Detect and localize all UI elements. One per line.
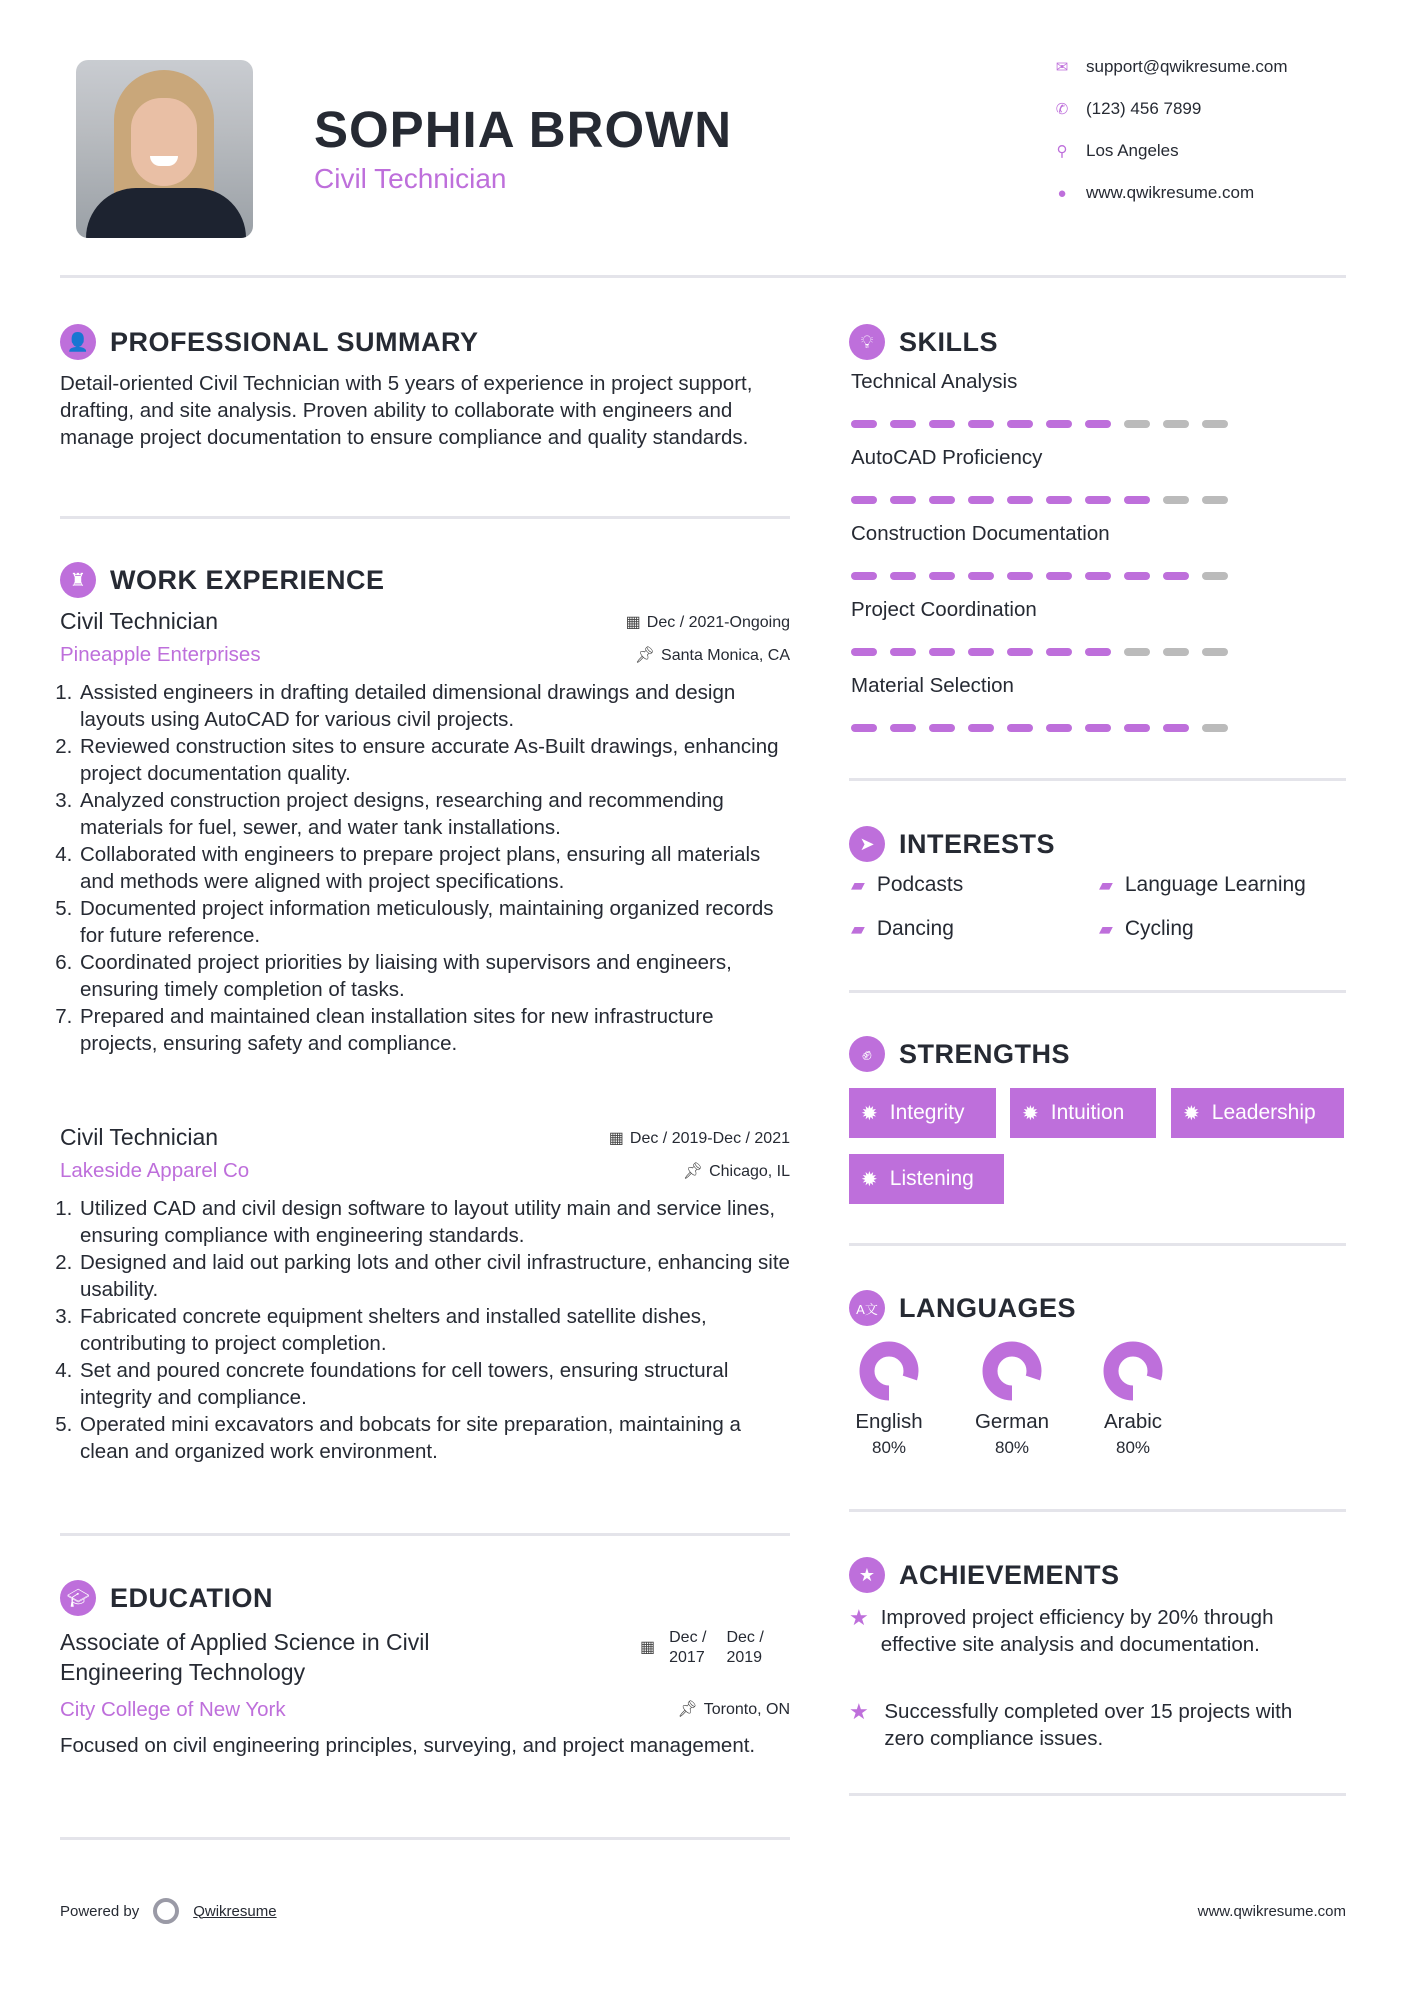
job-bullets	[60, 1195, 790, 1465]
skill-name: AutoCAD Proficiency	[851, 446, 1043, 469]
list-item: 1. Assisted engineers in drafting detailed dimensional drawings and design layouts using AutoCAD for various civil projects.	[78, 679, 790, 733]
skill-dash-empty	[1163, 648, 1189, 656]
education-heading	[60, 1580, 273, 1616]
job-title: Civil Technician	[60, 608, 219, 634]
skill-name: Technical Analysis	[851, 370, 1018, 393]
list-item: 3. Analyzed construction project designs, researching and recommending materials for fuel, sewer, and water tank installations.	[78, 787, 790, 841]
language-percent: 80%	[871, 1438, 907, 1457]
skill-dash-filled	[851, 648, 877, 656]
skill-dash-filled	[1124, 724, 1150, 732]
contact-text: www.qwikresume.com	[1086, 183, 1255, 202]
skill-dash-filled	[851, 572, 877, 580]
paper-plane-icon: ➤	[849, 826, 885, 862]
skill-dash-filled	[1007, 420, 1033, 428]
job-company: Pineapple Enterprises	[60, 643, 261, 666]
skill-dash-empty	[1202, 420, 1228, 428]
job-title: Civil Technician	[60, 1124, 219, 1150]
translate-icon: A文	[849, 1290, 885, 1326]
strength-label: Leadership	[1211, 1101, 1316, 1124]
skill-dash-filled	[890, 420, 916, 428]
section-title: SKILLS	[899, 326, 999, 357]
contact-text: Los Angeles	[1086, 141, 1179, 160]
strength-badge	[849, 1088, 996, 1138]
contact-location	[1052, 141, 1179, 161]
skill-dash-filled	[1046, 420, 1072, 428]
section-title: ACHIEVEMENTS	[899, 1559, 1120, 1590]
interest-item	[1099, 917, 1194, 941]
skill-dash-filled	[1007, 572, 1033, 580]
experience-heading	[60, 562, 385, 598]
degree-line: Engineering Technology	[60, 1659, 306, 1685]
interest-label: Dancing	[876, 917, 954, 940]
footer-website[interactable]: www.qwikresume.com	[1197, 1903, 1346, 1920]
skill-dash-filled	[851, 496, 877, 504]
languages-heading	[849, 1290, 1076, 1326]
badge-icon: ✹	[861, 1168, 878, 1191]
skill-dash-filled	[929, 496, 955, 504]
achievement-item	[849, 1698, 1319, 1752]
skill-dash-empty	[1202, 572, 1228, 580]
contact-website[interactable]	[1052, 183, 1254, 203]
skill-dash-filled	[929, 724, 955, 732]
list-item: 5. Operated mini excavators and bobcats for site preparation, maintaining a clean and organized work environment.	[78, 1411, 790, 1465]
education-description: Focused on civil engineering principles, surveying, and project management.	[60, 1734, 756, 1757]
contact-phone	[1052, 99, 1201, 119]
strengths-heading	[849, 1036, 1070, 1072]
education-dates	[640, 1628, 764, 1668]
language-donut	[859, 1341, 919, 1401]
list-item: 5. Documented project information meticulously, maintaining organized records for future reference.	[78, 895, 790, 949]
section-title: STRENGTHS	[899, 1038, 1071, 1069]
language-arc	[1111, 1349, 1155, 1393]
skill-dash-filled	[968, 496, 994, 504]
job-entry	[60, 1124, 790, 1465]
skill-level-bar	[851, 648, 1228, 656]
skill-dash-filled	[851, 420, 877, 428]
achievements-heading	[849, 1557, 1120, 1593]
skill-dash-empty	[1202, 724, 1228, 732]
map-pin-icon: ⚲	[1056, 143, 1068, 160]
skill-dash-empty	[1124, 648, 1150, 656]
powered-by-label: Powered by	[60, 1902, 140, 1920]
section-title: LANGUAGES	[899, 1292, 1077, 1323]
candidate-title: Civil Technician	[314, 163, 507, 194]
language-item	[834, 1341, 944, 1458]
skill-dash-filled	[1085, 496, 1111, 504]
skill-dash-filled	[968, 420, 994, 428]
badge-icon: ✹	[1022, 1102, 1039, 1125]
skill-dash-filled	[1046, 648, 1072, 656]
brand-link[interactable]: Qwikresume	[193, 1902, 277, 1920]
interest-label: Podcasts	[876, 873, 964, 896]
contact-text: (123) 456 7899	[1086, 99, 1202, 118]
language-item	[957, 1341, 1067, 1458]
start-month: Dec /	[669, 1629, 707, 1646]
graduate-icon: 🎓︎	[60, 1580, 96, 1616]
calendar-icon: ▦	[625, 613, 641, 631]
job-bullets	[60, 679, 790, 1057]
skill-dash-filled	[890, 648, 916, 656]
skill-dash-filled	[1124, 496, 1150, 504]
summary-text: Detail-oriented Civil Technician with 5 years of experience in project support, drafting, and site analysis. Proven ability to collaborate with engineers and manage project documentation to ensure compliance and quality standards.	[60, 372, 753, 449]
strength-badge	[1171, 1088, 1344, 1138]
skill-dash-filled	[929, 420, 955, 428]
list-item: 2. Designed and laid out parking lots and other civil infrastructure, enhancing site usability.	[78, 1249, 790, 1303]
strength-badge	[849, 1154, 1004, 1204]
skill-dash-filled	[890, 496, 916, 504]
envelope-icon: ✉	[1055, 59, 1069, 76]
skill-name: Construction Documentation	[851, 522, 1110, 545]
summary-heading	[60, 324, 479, 360]
skill-dash-filled	[1085, 420, 1111, 428]
lightbulb-icon: 💡︎	[849, 324, 885, 360]
user-icon: 👤	[60, 324, 96, 360]
book-icon: ▰	[1099, 918, 1113, 939]
calendar-icon: ▦	[608, 1129, 624, 1147]
skill-dash-filled	[1085, 648, 1111, 656]
skill-name: Project Coordination	[851, 598, 1037, 621]
section-title: INTERESTS	[899, 828, 1056, 859]
skill-dash-filled	[1124, 572, 1150, 580]
section-divider	[849, 1509, 1346, 1512]
profile-photo	[76, 60, 253, 238]
achievement-item	[849, 1604, 1319, 1658]
candidate-name: SOPHIA BROWN	[314, 101, 733, 158]
list-item: 6. Coordinated project priorities by liaising with supervisors and engineers, ensuring timely completion of tasks.	[78, 949, 790, 1003]
section-title: WORK EXPERIENCE	[110, 564, 385, 595]
section-divider	[60, 1837, 790, 1840]
contact-text: support@qwikresume.com	[1086, 57, 1288, 76]
skill-dash-filled	[1163, 572, 1189, 580]
section-divider	[849, 778, 1346, 781]
skill-dash-filled	[968, 572, 994, 580]
skill-dash-filled	[1007, 496, 1033, 504]
interests-heading	[849, 826, 1055, 862]
interest-label: Cycling	[1124, 917, 1194, 940]
skill-dash-filled	[1046, 572, 1072, 580]
skill-dash-filled	[1085, 724, 1111, 732]
list-item: 1. Utilized CAD and civil design software to layout utility main and service lines, ensuring compliance with engineering standards.	[78, 1195, 790, 1249]
language-item	[1078, 1341, 1188, 1458]
shooting-star-icon: ★	[849, 1699, 869, 1724]
section-divider	[60, 516, 790, 519]
language-donut	[982, 1341, 1042, 1401]
skill-level-bar	[851, 724, 1228, 732]
end-year: 2019	[726, 1649, 763, 1666]
language-name: English	[855, 1410, 923, 1433]
location-text: Toronto, ON	[703, 1701, 790, 1718]
skill-level-bar	[851, 420, 1228, 428]
badge-icon: ✹	[861, 1102, 878, 1125]
degree-title	[60, 1627, 429, 1687]
job-entry	[60, 608, 790, 1057]
strength-badge	[1010, 1088, 1156, 1138]
chair-icon: ♜	[60, 562, 96, 598]
language-name: Arabic	[1103, 1410, 1163, 1433]
achievement-text: Improved project efficiency by 20% through effective site analysis and documentation.	[880, 1606, 1274, 1656]
job-location: Santa Monica, CA	[661, 647, 790, 664]
pin-icon: 📌︎	[634, 647, 656, 664]
pin-icon: 📌︎	[682, 1163, 704, 1180]
badge-icon: ✹	[1183, 1102, 1200, 1125]
shooting-star-icon: ★	[849, 1605, 869, 1630]
skill-dash-filled	[851, 724, 877, 732]
list-item: 4. Set and poured concrete foundations for cell towers, ensuring structural integrity and compliance.	[78, 1357, 790, 1411]
globe-icon: ●	[1057, 184, 1067, 202]
interest-label: Language Learning	[1124, 873, 1306, 896]
qwikresume-logo-icon	[153, 1898, 179, 1924]
skill-dash-empty	[1202, 648, 1228, 656]
interest-item	[1099, 873, 1306, 897]
section-divider	[60, 1533, 790, 1536]
interest-item	[851, 917, 954, 941]
fist-icon: ✊︎	[849, 1036, 885, 1072]
skill-level-bar	[851, 496, 1228, 504]
section-divider	[849, 990, 1346, 993]
end-month: Dec /	[726, 1629, 764, 1646]
skill-dash-filled	[929, 572, 955, 580]
skill-dash-filled	[1046, 724, 1072, 732]
skill-name: Material Selection	[851, 674, 1014, 697]
pin-icon: 📌︎	[677, 1701, 698, 1718]
skill-dash-filled	[1046, 496, 1072, 504]
job-date: Dec / 2021-Ongoing	[646, 613, 790, 631]
skill-dash-empty	[1163, 496, 1189, 504]
strength-label: Listening	[889, 1167, 974, 1190]
book-icon: ▰	[1099, 874, 1113, 895]
header-divider	[60, 275, 1346, 278]
start-year: 2017	[669, 1649, 705, 1666]
skill-dash-empty	[1124, 420, 1150, 428]
star-icon: ★	[849, 1557, 885, 1593]
list-item: 4. Collaborated with engineers to prepare project plans, ensuring all materials and methods were aligned with project specifications.	[78, 841, 790, 895]
book-icon: ▰	[851, 874, 865, 895]
language-name: German	[974, 1410, 1050, 1433]
contact-email[interactable]	[1052, 57, 1288, 77]
school-name: City College of New York	[60, 1698, 286, 1721]
section-divider	[849, 1243, 1346, 1246]
list-item: 7. Prepared and maintained clean installation sites for new infrastructure projects, ensuring safety and compliance.	[78, 1003, 790, 1057]
degree-line: Associate of Applied Science in Civil	[60, 1629, 430, 1655]
strength-label: Intuition	[1050, 1101, 1125, 1124]
skill-dash-filled	[1085, 572, 1111, 580]
skill-dash-filled	[890, 724, 916, 732]
skill-dash-filled	[1007, 724, 1033, 732]
language-percent: 80%	[1115, 1438, 1151, 1457]
list-item: 2. Reviewed construction sites to ensure accurate As-Built drawings, enhancing project documentation quality.	[78, 733, 790, 787]
language-arc	[867, 1349, 911, 1393]
language-percent: 80%	[994, 1438, 1030, 1457]
interest-item	[851, 873, 963, 897]
skill-dash-filled	[929, 648, 955, 656]
skill-dash-filled	[1163, 724, 1189, 732]
skill-dash-empty	[1202, 496, 1228, 504]
education-location	[677, 1699, 790, 1719]
skill-dash-filled	[968, 648, 994, 656]
job-company: Lakeside Apparel Co	[60, 1159, 250, 1182]
job-date: Dec / 2019-Dec / 2021	[629, 1129, 790, 1147]
strength-label: Integrity	[889, 1101, 965, 1124]
job-location: Chicago, IL	[709, 1163, 790, 1180]
language-arc	[990, 1349, 1034, 1393]
section-divider	[849, 1793, 1346, 1796]
skill-level-bar	[851, 572, 1228, 580]
skill-dash-filled	[968, 724, 994, 732]
footer-powered-by	[60, 1898, 277, 1924]
skill-dash-filled	[1007, 648, 1033, 656]
skill-dash-empty	[1163, 420, 1189, 428]
phone-icon: ✆	[1055, 101, 1069, 118]
achievement-text: Successfully completed over 15 projects with zero compliance issues.	[884, 1700, 1293, 1750]
section-title: EDUCATION	[110, 1582, 273, 1613]
book-icon: ▰	[851, 918, 865, 939]
language-donut	[1103, 1341, 1163, 1401]
skill-dash-filled	[890, 572, 916, 580]
list-item: 3. Fabricated concrete equipment shelters and installed satellite dishes, contributing to project completion.	[78, 1303, 790, 1357]
skills-heading	[849, 324, 998, 360]
section-title: PROFESSIONAL SUMMARY	[110, 326, 479, 357]
calendar-icon: ▦	[640, 1639, 656, 1656]
